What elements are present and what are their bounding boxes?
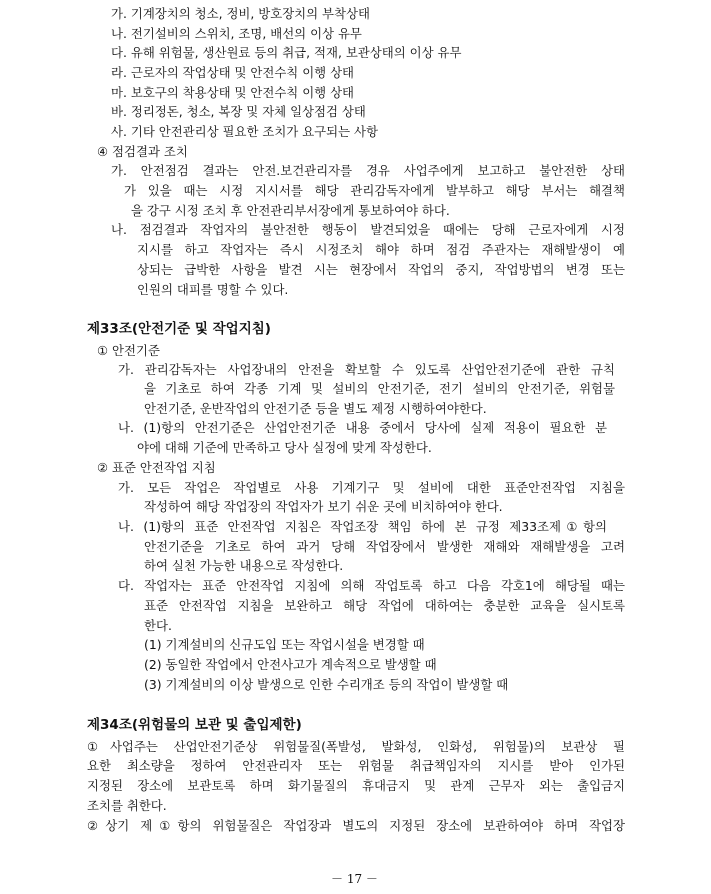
paragraph-line: 안전기준, 운반작업의 안전기준 등을 별도 제정 시행하여야한다.: [144, 401, 487, 416]
paragraph-line: 인원의 대피를 명할 수 있다.: [137, 282, 289, 297]
paragraph-line: 가. 모든 작업은 작업별로 사용 기계기구 및 설비에 대한 표준안전작업 지침을: [118, 480, 625, 495]
list-item: 나. 전기설비의 스위치, 조명, 배선의 이상 유무: [111, 26, 362, 41]
list-item: (1) 기계설비의 신규도입 또는 작업시설을 변경할 때: [144, 637, 425, 652]
paragraph-line: 다. 작업자는 표준 안전작업 지침에 의해 작업토록 하고 다음 각호1에 해당될 때는: [118, 578, 625, 593]
paragraph-line: 가. 안전점검 결과는 안전.보건관리자를 경유 사업주에게 보고하고 불안전한 상태: [111, 163, 625, 178]
section-title: ② 표준 안전작업 지침: [97, 460, 216, 475]
paragraph-line: 지시를 하고 작업자는 즉시 시정조치 해야 하며 점검 주관자는 재해발생이 예: [137, 242, 625, 257]
page-number: － 17 －: [331, 872, 378, 886]
paragraph-line: 하여 실천 가능한 내용으로 작성한다.: [144, 558, 344, 573]
section-title: ④ 점검결과 조치: [97, 144, 188, 159]
paragraph-line: 지정된 장소에 보관토록 하며 화기물질의 휴대금지 및 관계 근무자 외는 출입금지: [87, 778, 625, 793]
paragraph-line: 나. 점검결과 작업자의 불안전한 행동이 발견되었을 때에는 당해 근로자에게 시정: [111, 222, 625, 237]
list-item: 라. 근로자의 작업상태 및 안전수칙 이행 상태: [111, 65, 355, 80]
paragraph-line: 조치를 취한다.: [87, 798, 167, 813]
paragraph-line: 한다.: [144, 618, 172, 633]
paragraph-line: 나. (1)항의 안전기준은 산업안전기준 내용 중에서 당사에 실제 적용이 필요한 분: [118, 420, 607, 435]
paragraph-line: 작성하여 해당 작업장의 작업자가 보기 쉬운 곳에 비치하여야 한다.: [144, 499, 503, 514]
article-heading: 제34조(위험물의 보관 및 출입제한): [87, 717, 302, 733]
paragraph-line: 나. (1)항의 표준 안전작업 지침은 작업조장 책임 하에 본 규정 제33조제①항의: [118, 519, 607, 534]
paragraph-line: 야에 대해 기준에 만족하고 당사 실정에 맞게 작성한다.: [137, 440, 432, 455]
paragraph-line: 가. 관리감독자는 사업장내의 안전을 확보할 수 있도록 산업안전기준에 관한 규칙: [118, 362, 615, 377]
list-item: 바. 정리정돈, 청소, 복장 및 자체 일상점검 상태: [111, 104, 366, 119]
section-title: ① 안전기준: [97, 343, 160, 358]
paragraph-line: 을 기초로 하여 각종 기계 및 설비의 안전기준, 전기 설비의 안전기준, 위험물: [144, 381, 615, 396]
paragraph-line: 상되는 급박한 사항을 발견 시는 현장에서 작업의 중지, 작업방법의 변경 또는: [137, 262, 625, 277]
list-item: 다. 유해 위험물, 생산원료 등의 취급, 적재, 보관상태의 이상 유무: [111, 45, 462, 60]
list-item: 마. 보호구의 착용상태 및 안전수칙 이행 상태: [111, 85, 355, 100]
paragraph-line: ②상기 제①항의 위험물질은 작업장과 별도의 지정된 장소에 보관하여야 하며 작업장: [87, 818, 625, 833]
paragraph-line: 요한 최소량을 정하여 안전관리자 또는 위험물 취급책임자의 지시를 받아 인가된: [87, 758, 625, 773]
list-item: 사. 기타 안전관리상 필요한 조치가 요구되는 사항: [111, 124, 378, 139]
paragraph-line: 가 있을 때는 시정 지시서를 해당 관리감독자에게 발부하고 해당 부서는 해결책: [124, 183, 625, 198]
list-item: (2) 동일한 작업에서 안전사고가 계속적으로 발생할 때: [144, 657, 437, 672]
paragraph-line: 표준 안전작업 지침을 보완하고 해당 작업에 대하여는 충분한 교육을 실시토록: [144, 598, 625, 613]
paragraph-line: ①사업주는 산업안전기준상 위험물질(폭발성, 발화성, 인화성, 위험물)의 보관상 필: [87, 739, 625, 754]
article-heading: 제33조(안전기준 및 작업지침): [87, 321, 271, 337]
paragraph-line: 을 강구 시정 조치 후 안전관리부서장에게 통보하여야 하다.: [131, 203, 450, 218]
list-item: 가. 기계장치의 청소, 정비, 방호장치의 부착상태: [111, 6, 370, 21]
list-item: (3) 기계설비의 이상 발생으로 인한 수리개조 등의 작업이 발생할 때: [144, 677, 509, 692]
paragraph-line: 안전기준을 기초로 하여 과거 당해 작업장에서 발생한 재해와 재해발생을 고려: [144, 539, 625, 554]
